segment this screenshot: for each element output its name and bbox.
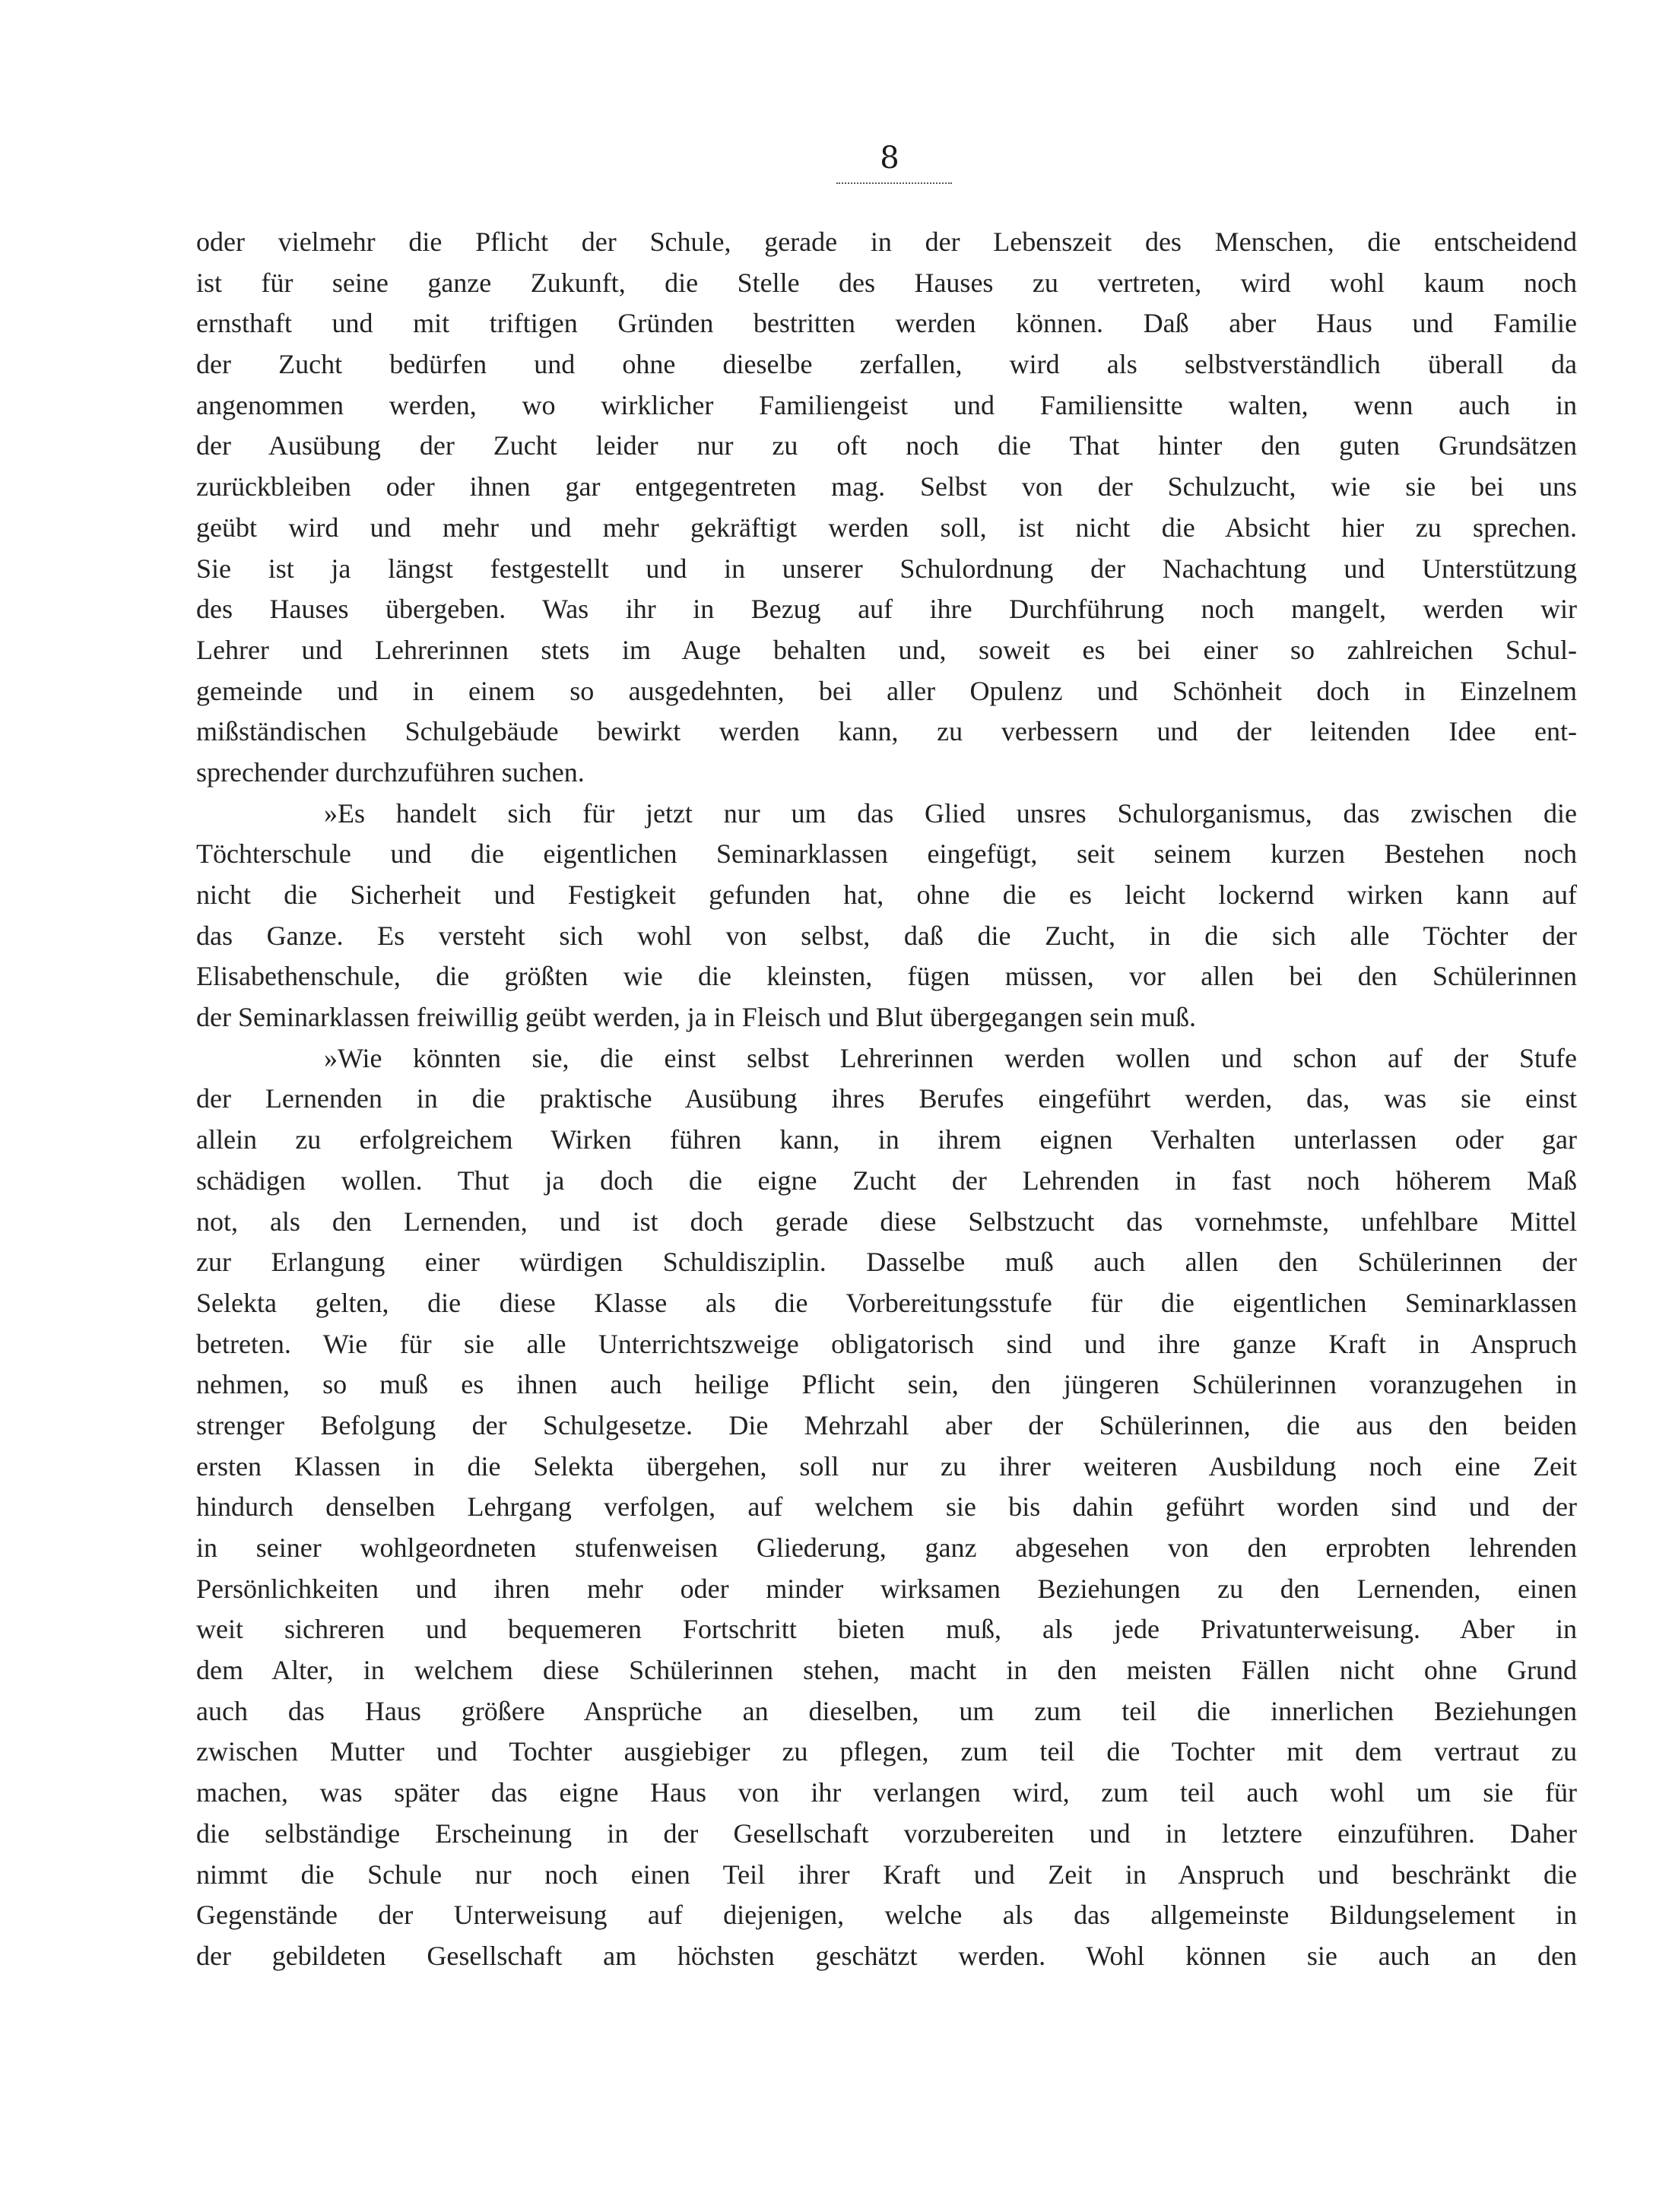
text-line: auch das Haus größere Ansprüche an dieselben, um zum teil die innerlichen Beziehungen [196, 1695, 1577, 1726]
text-line: weit sichreren und bequemeren Fortschritt bieten muß, als jede Privatunterweisung. Aber in [196, 1614, 1577, 1645]
text-line: des Hauses übergeben. Was ihr in Bezug auf ihre Durchführung noch mangelt, werden wir [196, 594, 1577, 625]
page-number: 8 [880, 141, 899, 176]
text-line: angenommen werden, wo wirklicher Familiengeist und Familiensitte walten, wenn auch in [196, 389, 1577, 420]
text-line: ist für seine ganze Zukunft, die Stelle des Hauses zu vertreten, wird wohl kaum noch [196, 267, 1577, 298]
text-line: die selbständige Erscheinung in der Gesellschaft vorzubereiten und in letztere einzuführen. Daher [196, 1817, 1577, 1849]
text-line: der gebildeten Gesellschaft am höchsten geschätzt werden. Wohl können sie auch an den [196, 1940, 1577, 1971]
text-line: schädigen wollen. Thut ja doch die eigne Zucht der Lehrenden in fast noch höherem Maß [196, 1165, 1577, 1196]
text-line: mißständischen Schulgebäude bewirkt werden kann, zu verbessern und der leitenden Idee ent- [196, 716, 1577, 747]
text-line: der Lernenden in die praktische Ausübung ihres Berufes eingeführt werden, das, was sie einst [196, 1083, 1577, 1114]
body-text [196, 222, 1577, 1977]
text-line: gemeinde und in einem so ausgedehnten, bei aller Opulenz und Schönheit doch in Einzelnem [196, 675, 1577, 706]
text-line: das Ganze. Es versteht sich wohl von selbst, daß die Zucht, in die sich alle Töchter der [196, 920, 1577, 951]
text-line: geübt wird und mehr und mehr gekräftigt werden soll, ist nicht die Absicht hier zu sprechen. [196, 512, 1577, 543]
text-line: strenger Befolgung der Schulgesetze. Die Mehrzahl aber der Schülerinnen, die aus den beiden [196, 1409, 1577, 1440]
text-line: Elisabethenschule, die größten wie die kleinsten, fügen müssen, vor allen bei den Schülerinnen [196, 961, 1577, 992]
text-line: betreten. Wie für sie alle Unterrichtszweige obligatorisch sind und ihre ganze Kraft in Anspruch [196, 1328, 1577, 1359]
text-line: ernsthaft und mit triftigen Gründen bestritten werden können. Daß aber Haus und Familie [196, 308, 1577, 339]
text-line: nicht die Sicherheit und Festigkeit gefunden hat, ohne die es leicht lockernd wirken kann auf [196, 879, 1577, 910]
text-line: in seiner wohlgeordneten stufenweisen Gliederung, ganz abgesehen von den erprobten lehrenden [196, 1532, 1577, 1563]
text-line: nimmt die Schule nur noch einen Teil ihrer Kraft und Zeit in Anspruch und beschränkt die [196, 1859, 1577, 1890]
text-line: Sie ist ja längst festgestellt und in unserer Schulordnung der Nachachtung und Unterstützung [196, 553, 1577, 584]
text-line: zurückbleiben oder ihnen gar entgegentreten mag. Selbst von der Schulzucht, wie sie bei uns [196, 471, 1577, 502]
text-line: Persönlichkeiten und ihren mehr oder minder wirksamen Beziehungen zu den Lernenden, einen [196, 1573, 1577, 1604]
text-line: Selekta gelten, die diese Klasse als die Vorbereitungsstufe für die eigentlichen Seminarklassen [196, 1287, 1577, 1318]
text-line: nehmen, so muß es ihnen auch heilige Pflicht sein, den jüngeren Schülerinnen voranzugehen in [196, 1369, 1577, 1400]
text-line: machen, was später das eigne Haus von ihr verlangen wird, zum teil auch wohl um sie für [196, 1777, 1577, 1808]
page-number-rule [836, 182, 952, 184]
text-line: dem Alter, in welchem diese Schülerinnen stehen, macht in den meisten Fällen nicht ohne Grund [196, 1655, 1577, 1686]
text-line: not, als den Lernenden, und ist doch gerade diese Selbstzucht das vornehmste, unfehlbare Mittel [196, 1206, 1577, 1237]
text-line: oder vielmehr die Pflicht der Schule, gerade in der Lebenszeit des Menschen, die entscheidend [196, 227, 1577, 257]
text-line: allein zu erfolgreichem Wirken führen kann, in ihrem eignen Verhalten unterlassen oder gar [196, 1124, 1577, 1155]
text-line: der Seminarklassen freiwillig geübt werden, ja in Fleisch und Blut übergegangen sein muß. [196, 1002, 1197, 1033]
text-line: Töchterschule und die eigentlichen Seminarklassen eingefügt, seit seinem kurzen Bestehen noch [196, 838, 1577, 870]
text-line: zwischen Mutter und Tochter ausgiebiger zu pflegen, zum teil die Tochter mit dem vertraut zu [196, 1736, 1577, 1767]
text-line: zur Erlangung einer würdigen Schuldisziplin. Dasselbe muß auch allen den Schülerinnen der [196, 1247, 1577, 1278]
text-line: ersten Klassen in die Selekta übergehen, soll nur zu ihrer weiteren Ausbildung noch eine Zeit [196, 1450, 1577, 1482]
text-line: der Ausübung der Zucht leider nur zu oft noch die That hinter den guten Grundsätzen [196, 430, 1577, 461]
text-line: sprechender durchzuführen suchen. [196, 756, 585, 788]
text-line: Lehrer und Lehrerinnen stets im Auge behalten und, soweit es bei einer so zahlreichen Schul- [196, 634, 1577, 665]
text-line: der Zucht bedürfen und ohne dieselbe zerfallen, wird als selbstverständlich überall da [196, 349, 1577, 380]
text-line: Gegenstände der Unterweisung auf diejenigen, welche als das allgemeinste Bildungselement in [196, 1900, 1577, 1931]
text-line: »Es handelt sich für jetzt nur um das Glied unsres Schulorganismus, das zwischen die [324, 797, 1577, 829]
text-line: hindurch denselben Lehrgang verfolgen, auf welchem sie bis dahin geführt worden sind und der [196, 1491, 1577, 1523]
text-line: »Wie könnten sie, die einst selbst Lehrerinnen werden wollen und schon auf der Stufe [324, 1042, 1577, 1073]
